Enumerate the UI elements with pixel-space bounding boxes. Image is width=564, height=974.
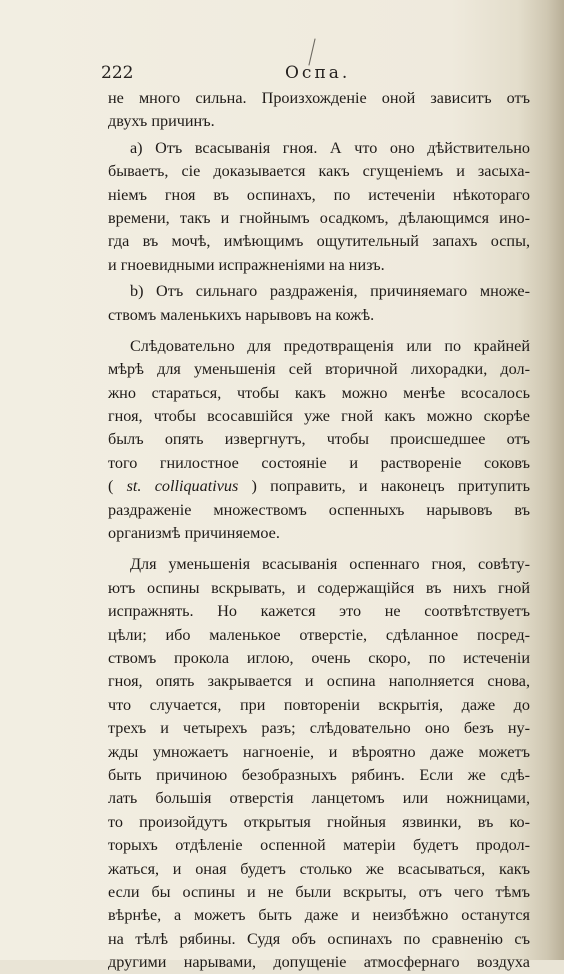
paragraph-2 — [108, 137, 530, 277]
paragraph-1 — [108, 87, 530, 134]
body-text — [108, 87, 530, 974]
text-line: раздраженіе множествомъ оспенныхъ нарывовъ въ — [108, 500, 530, 519]
text-line: былъ опять извергнутъ, чтобы происшедшее отъ — [108, 430, 530, 449]
latin-term: st. colliquativus — [126, 477, 239, 496]
text-line: не много сильна. Произхожденіе оной зависитъ отъ — [108, 89, 530, 107]
text-line: того гнилостное состояніе и раствореніе соковъ — [108, 453, 530, 472]
text-line: ютъ оспины вскрывать, и содержащійся въ нихъ гной — [108, 578, 530, 597]
text-line: бываетъ, сіе доказывается какъ сгущеніемъ и засыха- — [108, 162, 530, 181]
paragraph-5 — [108, 553, 530, 974]
text-line: быть причиною безобразныхъ рябинъ. Если же сдѣ- — [108, 765, 530, 784]
paragraph-4 — [108, 335, 530, 546]
text-line: Слѣдовательно для предотвращенія или по крайней — [130, 336, 530, 355]
text-line: то произойдутъ открытыя гнойныя язвинки, въ ко- — [108, 812, 530, 831]
text-line: Для уменьшенія всасыванія оспеннаго гноя, совѣту- — [130, 555, 530, 574]
text-line: жды умножаетъ нагноеніе, и вѣроятно даже можетъ — [108, 742, 530, 761]
text-line: мѣрѣ для уменьшенія сей вторичной лихорадки, дол- — [108, 360, 530, 379]
text-line: гноя, чтобы всосавшійся уже гной какъ можно скорѣе — [108, 407, 530, 426]
text-line: на тѣлѣ рябины. Судя объ оспинахъ по сравненію съ — [108, 929, 530, 948]
text-line: трехъ и четырехъ разъ; слѣдовательно оно безъ ну- — [108, 719, 530, 738]
text-line: двухъ причинъ. — [108, 112, 215, 131]
text-line: другими нарывами, допущеніе атмосфернаго воздуха — [108, 953, 530, 972]
page-header — [0, 63, 564, 85]
paragraph-3 — [108, 280, 530, 327]
latin-rest: ) поправить, и наконецъ притупить — [238, 477, 531, 496]
text-line: если бы оспины и не были вскрыты, отъ чего тѣмъ — [108, 882, 530, 901]
text-line: гноя, опять закрывается и оспина наполняется снова, — [108, 672, 530, 691]
text-line: испражнять. Но кажется это не соотвѣтствуетъ — [108, 602, 530, 621]
text-line-latin — [108, 475, 530, 498]
text-line: лать большія отверстія ланцетомъ или ножницами, — [108, 789, 530, 808]
page-number: 222 — [101, 63, 134, 83]
text-line: и гноевидными испражненіями на низъ. — [108, 255, 385, 274]
text-line: гда въ мочѣ, имѣющимъ ощутительный запахъ оспы, — [108, 232, 530, 251]
text-line: ствомъ прокола иглою, очень скоро, по истеченіи — [108, 648, 530, 667]
running-title: Оспа. — [285, 63, 351, 83]
latin-open: ( — [108, 477, 127, 496]
text-line: времени, такъ и гнойнымъ осадкомъ, дѣлающимся ино- — [108, 208, 530, 227]
text-line: ствомъ маленькихъ нарывовъ на кожѣ. — [108, 305, 375, 324]
text-line: жаться, и оная будетъ столько же всасываться, какъ — [108, 859, 530, 878]
text-line: a) Отъ всасыванія гноя. А что оно дѣйствительно — [130, 138, 530, 157]
text-line: b) Отъ сильнаго раздраженія, причиняемаго множе- — [130, 282, 530, 301]
pencil-mark — [307, 38, 317, 66]
text-line: жно стараться, чтобы какъ можно менѣе всосалось — [108, 383, 530, 402]
text-line: что случается, при повтореніи вскрытія, даже до — [108, 695, 530, 714]
text-line: организмѣ причиняемое. — [108, 524, 280, 543]
text-line: ніемъ гноя въ оспинахъ, по истеченіи нѣкотораго — [108, 185, 530, 204]
text-line: торыхъ отдѣленіе оспенной матеріи будетъ продол- — [108, 836, 530, 855]
text-line: цѣли; ибо маленькое отверстіе, сдѣланное посред- — [108, 625, 530, 644]
text-line: вѣрнѣе, а можетъ быть даже и неизбѣжно останутся — [108, 906, 530, 925]
